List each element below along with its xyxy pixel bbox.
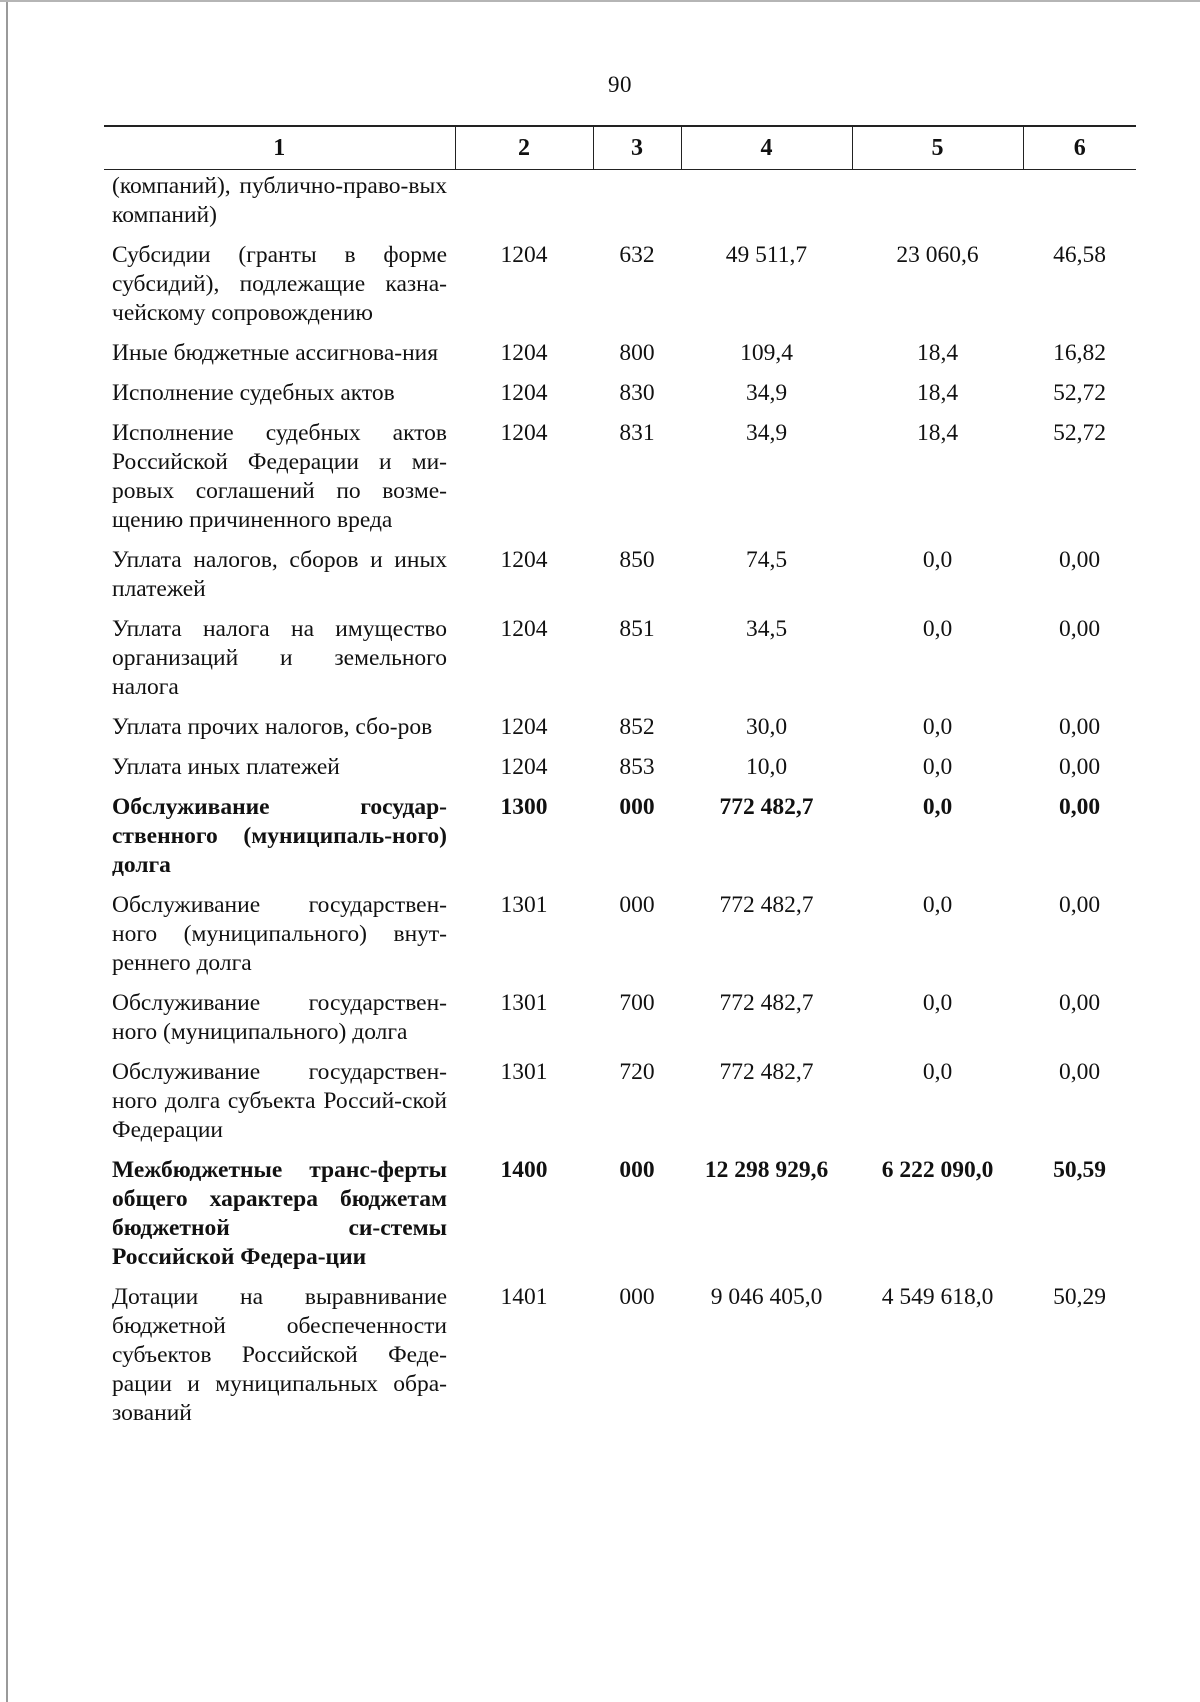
header-row — [104, 126, 1136, 170]
row-name-cell: Обслуживание государ-ственного (муниципаль-ного) долга — [112, 794, 447, 878]
row-name-cell: Уплата иных платежей — [112, 754, 340, 780]
row-name-cell: (компаний), публично-право-вых компаний) — [112, 173, 447, 228]
page-edge-top — [0, 0, 1200, 2]
row-executed-cell: 18,4 — [916, 380, 959, 406]
row-section-cell: 1204 — [500, 340, 548, 366]
row-plan-cell: 772 482,7 — [719, 794, 814, 820]
row-percent-cell: 52,72 — [1053, 420, 1106, 446]
row-plan-cell: 9 046 405,0 — [710, 1284, 823, 1310]
table-row — [104, 379, 1136, 419]
row-name-cell: Исполнение судебных актов Российской Федерации и ми-ровых соглашений по возме-щению причиненного вреда — [112, 420, 447, 533]
budget-table-container — [104, 125, 1136, 1439]
row-percent-cell — [1023, 170, 1136, 242]
row-name-cell: Исполнение судебных актов — [112, 380, 395, 406]
row-executed-cell: 23 060,6 — [896, 242, 979, 268]
table-row — [104, 170, 1136, 242]
table-row — [104, 793, 1136, 891]
row-section-cell: 1204 — [500, 547, 548, 573]
row-type-cell — [593, 170, 681, 242]
table-row — [104, 241, 1136, 339]
row-section-cell: 1204 — [500, 754, 548, 780]
row-percent-cell: 0,00 — [1058, 714, 1101, 740]
row-executed-cell: 0,0 — [922, 616, 953, 642]
row-executed-cell: 0,0 — [922, 892, 953, 918]
row-plan-cell — [681, 170, 852, 242]
row-section-cell: 1400 — [500, 1157, 548, 1183]
row-executed-cell: 0,0 — [922, 990, 953, 1016]
table-row — [104, 713, 1136, 753]
row-section-cell: 1301 — [500, 892, 548, 918]
row-plan-cell: 772 482,7 — [719, 892, 814, 918]
row-percent-cell: 0,00 — [1058, 616, 1101, 642]
row-section-cell: 1301 — [500, 990, 548, 1016]
budget-table — [104, 125, 1136, 1439]
row-plan-cell: 772 482,7 — [719, 1059, 814, 1085]
row-executed-cell: 18,4 — [916, 340, 959, 366]
row-executed-cell: 0,0 — [922, 714, 953, 740]
row-section-cell: 1204 — [500, 242, 548, 268]
table-row — [104, 546, 1136, 615]
row-type-cell: 800 — [619, 340, 655, 366]
table-row — [104, 891, 1136, 989]
row-name-cell: Обслуживание государствен-ного долга субъекта Россий-ской Федерации — [112, 1059, 447, 1143]
row-executed-cell: 0,0 — [922, 547, 953, 573]
table-row — [104, 419, 1136, 546]
table-row — [104, 1283, 1136, 1439]
row-type-cell: 850 — [619, 547, 655, 573]
row-type-cell: 000 — [619, 1284, 655, 1310]
row-percent-cell: 52,72 — [1053, 380, 1106, 406]
row-section-cell: 1401 — [500, 1284, 548, 1310]
row-type-cell: 830 — [619, 380, 655, 406]
table-row — [104, 339, 1136, 379]
page-edge-left — [6, 0, 8, 1702]
row-type-cell: 000 — [619, 794, 655, 820]
row-percent-cell: 50,59 — [1053, 1157, 1106, 1183]
row-executed-cell: 0,0 — [922, 1059, 953, 1085]
row-percent-cell: 0,00 — [1058, 990, 1101, 1016]
row-name-cell: Обслуживание государствен-ного (муниципального) долга — [112, 990, 447, 1045]
row-executed-cell: 0,0 — [922, 754, 953, 780]
row-plan-cell: 49 511,7 — [725, 242, 808, 268]
row-type-cell: 852 — [619, 714, 655, 740]
table-header — [104, 126, 1136, 170]
row-type-cell: 831 — [619, 420, 655, 446]
header-col-5: 5 — [852, 126, 1023, 170]
row-type-cell: 000 — [619, 1157, 655, 1183]
header-col-4: 4 — [681, 126, 852, 170]
header-col-3: 3 — [593, 126, 681, 170]
row-executed-cell: 18,4 — [916, 420, 959, 446]
row-executed-cell: 4 549 618,0 — [881, 1284, 994, 1310]
row-name-cell: Уплата налогов, сборов и иных платежей — [112, 547, 447, 602]
row-type-cell: 853 — [619, 754, 655, 780]
row-plan-cell: 34,9 — [745, 380, 788, 406]
row-type-cell: 000 — [619, 892, 655, 918]
row-percent-cell: 0,00 — [1058, 547, 1101, 573]
row-type-cell: 720 — [619, 1059, 655, 1085]
row-plan-cell: 34,9 — [745, 420, 788, 446]
table-row — [104, 989, 1136, 1058]
row-section-cell: 1204 — [500, 420, 548, 446]
table-row — [104, 753, 1136, 793]
row-plan-cell: 772 482,7 — [719, 990, 814, 1016]
row-name-cell: Дотации на выравнивание бюджетной обеспеченности субъектов Российской Феде-рации и муниципальных обра-зований — [112, 1284, 447, 1426]
row-section-cell: 1300 — [500, 794, 548, 820]
row-section-cell: 1301 — [500, 1059, 548, 1085]
row-name-cell: Уплата прочих налогов, сбо-ров — [112, 714, 433, 740]
row-percent-cell: 0,00 — [1058, 794, 1101, 820]
row-name-cell: Субсидии (гранты в форме субсидий), подлежащие казна-чейскому сопровождению — [112, 242, 447, 326]
row-plan-cell: 109,4 — [740, 340, 793, 366]
row-name-cell: Уплата налога на имущество организаций и земельного налога — [112, 616, 447, 700]
row-type-cell: 632 — [619, 242, 655, 268]
row-type-cell: 700 — [619, 990, 655, 1016]
row-plan-cell: 74,5 — [745, 547, 788, 573]
row-executed-cell: 0,0 — [922, 794, 953, 820]
row-percent-cell: 50,29 — [1053, 1284, 1106, 1310]
row-name-cell: Обслуживание государствен-ного (муниципального) внут-реннего долга — [112, 892, 447, 976]
table-row — [104, 615, 1136, 713]
row-executed-cell: 6 222 090,0 — [881, 1157, 994, 1183]
table-row — [104, 1156, 1136, 1283]
header-col-1: 1 — [104, 126, 455, 170]
row-plan-cell: 12 298 929,6 — [704, 1157, 829, 1183]
row-section-cell: 1204 — [500, 616, 548, 642]
row-percent-cell: 0,00 — [1058, 754, 1101, 780]
row-section-cell: 1204 — [500, 714, 548, 740]
row-percent-cell: 46,58 — [1053, 242, 1106, 268]
row-plan-cell: 30,0 — [745, 714, 788, 740]
row-name-cell: Межбюджетные транс-ферты общего характера бюджетам бюджетной си-стемы Российской Федера-ции — [112, 1157, 447, 1270]
row-section-cell: 1204 — [500, 380, 548, 406]
row-section-cell — [455, 170, 593, 242]
row-name-cell: Иные бюджетные ассигнова-ния — [112, 340, 439, 366]
row-type-cell: 851 — [619, 616, 655, 642]
row-percent-cell: 16,82 — [1053, 340, 1106, 366]
row-percent-cell: 0,00 — [1058, 1059, 1101, 1085]
row-executed-cell — [852, 170, 1023, 242]
row-plan-cell: 10,0 — [745, 754, 788, 780]
row-plan-cell: 34,5 — [745, 616, 788, 642]
table-body — [104, 170, 1136, 1440]
page-number: 90 — [608, 72, 632, 97]
row-percent-cell: 0,00 — [1058, 892, 1101, 918]
table-row — [104, 1058, 1136, 1156]
header-col-6: 6 — [1023, 126, 1136, 170]
header-col-2: 2 — [455, 126, 593, 170]
